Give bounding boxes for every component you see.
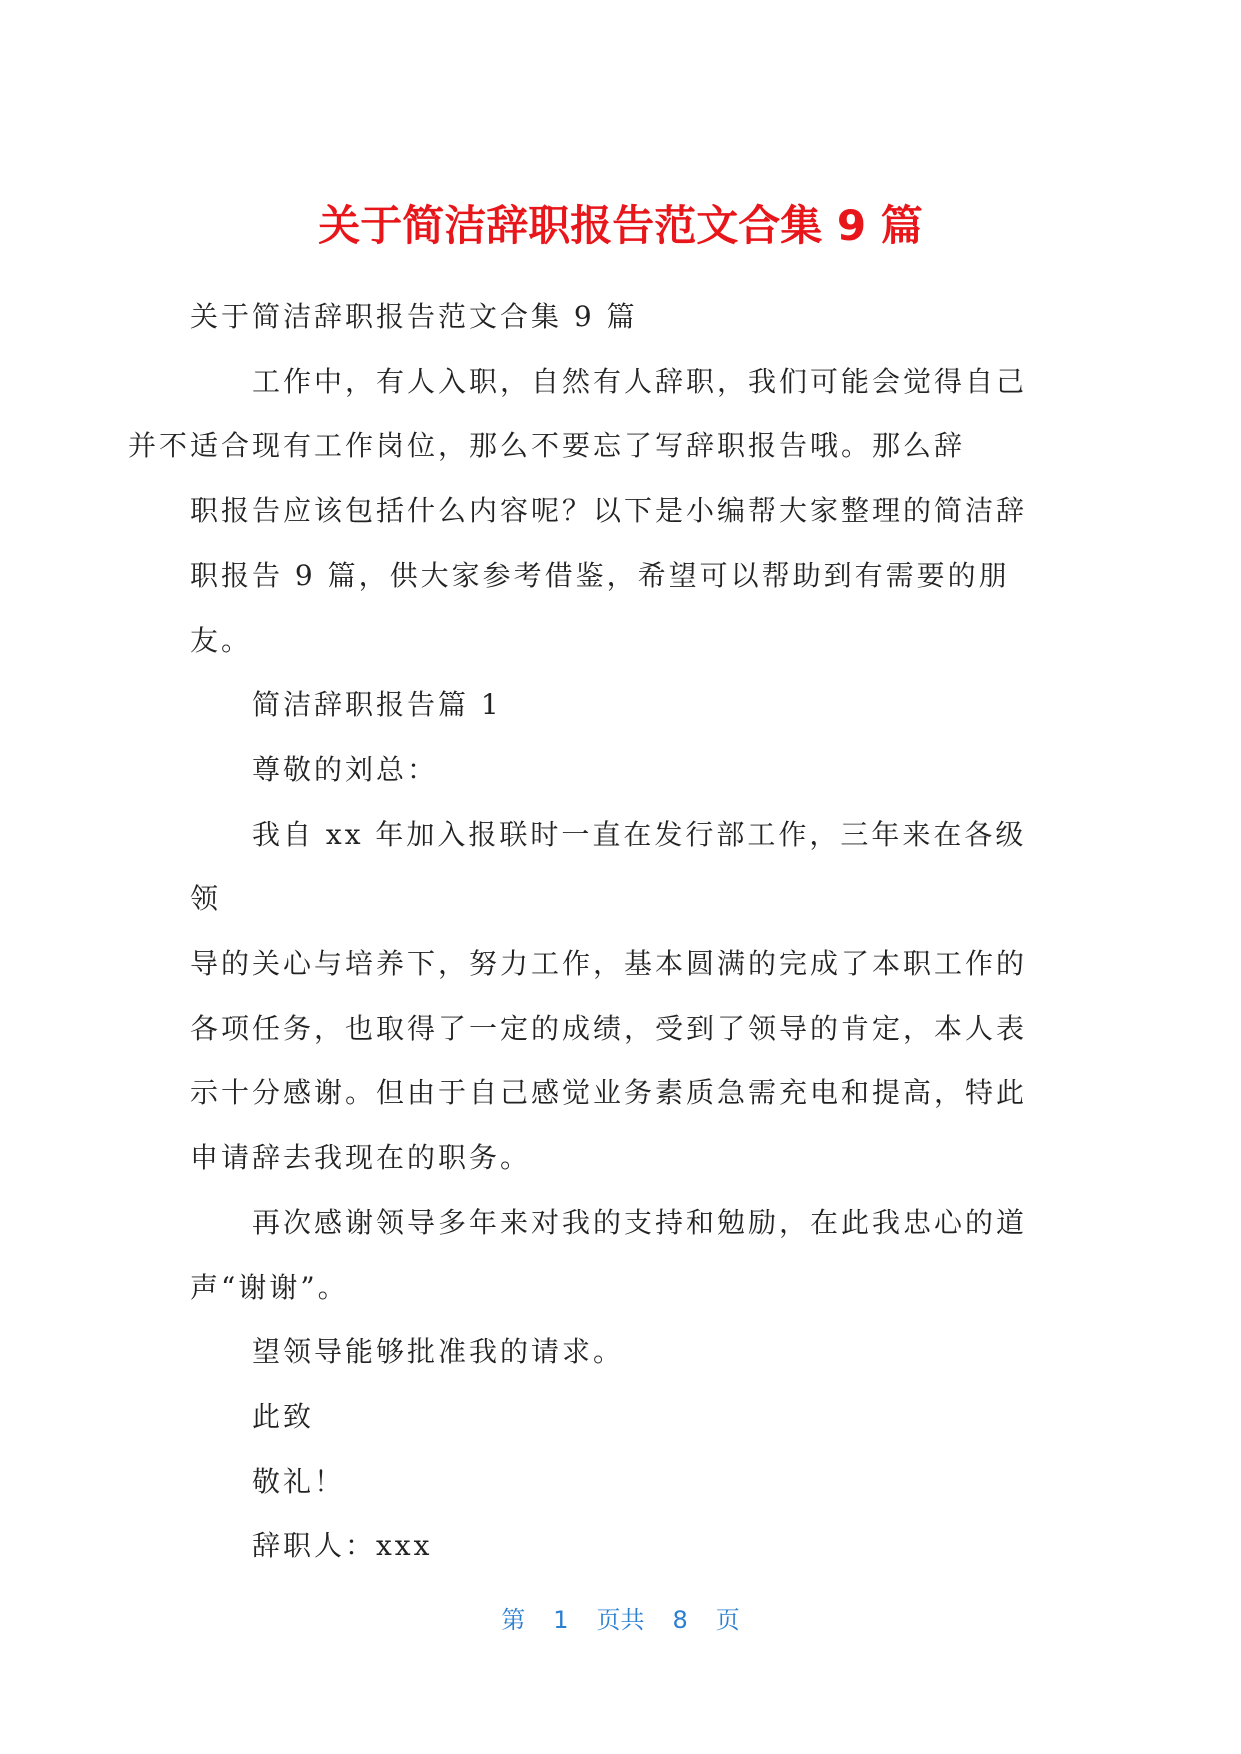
- document-subtitle: 关于简洁辞职报告范文合集 9 篇: [190, 300, 638, 333]
- page-label-suffix: 页: [715, 1606, 740, 1634]
- salutation: 尊敬的刘总：: [252, 752, 439, 786]
- intro-line: 工作中，有人入职，自然有人辞职，我们可能会觉得自己: [252, 364, 1028, 398]
- body-paragraph-1: [190, 803, 1050, 1191]
- intro-line: 职报告 9 篇，供大家参考借鉴，希望可以帮助到有需要的朋: [190, 558, 1010, 592]
- current-page-number: 1: [553, 1606, 569, 1634]
- paragraph-line: 申请辞去我现在的职务。: [190, 1141, 532, 1175]
- section-heading: 简洁辞职报告篇 1: [252, 688, 502, 722]
- total-pages-number: 8: [672, 1606, 688, 1634]
- paragraph-line: 再次感谢领导多年来对我的支持和勉励，在此我忠心的道: [252, 1205, 1028, 1239]
- document-title: 关于简洁辞职报告范文合集 9 篇: [318, 201, 923, 250]
- paragraph-line: 导的关心与培养下，努力工作，基本圆满的完成了本职工作的: [190, 947, 1028, 981]
- body-paragraph-2: [190, 1191, 1050, 1320]
- paragraph-line: 各项任务，也取得了一定的成绩，受到了领导的肯定，本人表: [190, 1011, 1028, 1045]
- intro-line: 友。: [190, 623, 253, 657]
- page-label-prefix: 第: [501, 1606, 526, 1634]
- page-footer: [0, 1600, 1241, 1635]
- paragraph-line: 声“谢谢”。: [190, 1270, 349, 1304]
- paragraph-line: 我自 xx 年加入报联时一直在发行部工作，三年来在各级领: [190, 817, 1027, 916]
- document-body: [128, 285, 1050, 1579]
- intro-line: 并不适合现有工作岗位，那么不要忘了写辞职报告哦。那么辞: [128, 429, 966, 463]
- page-label-mid: 页共: [596, 1606, 645, 1634]
- closing-line-2: 敬礼！: [252, 1464, 346, 1498]
- paragraph-line: 示十分感谢。但由于自己感觉业务素质急需充电和提高，特此: [190, 1076, 1028, 1110]
- signer: 辞职人：xxx: [252, 1529, 433, 1563]
- intro-line: 职报告应该包括什么内容呢？以下是小编帮大家整理的简洁辞: [190, 494, 1028, 528]
- intro-paragraph: [128, 350, 1050, 674]
- closing-line-1: 此致: [252, 1399, 315, 1433]
- body-paragraph-3: 望领导能够批准我的请求。: [252, 1335, 625, 1369]
